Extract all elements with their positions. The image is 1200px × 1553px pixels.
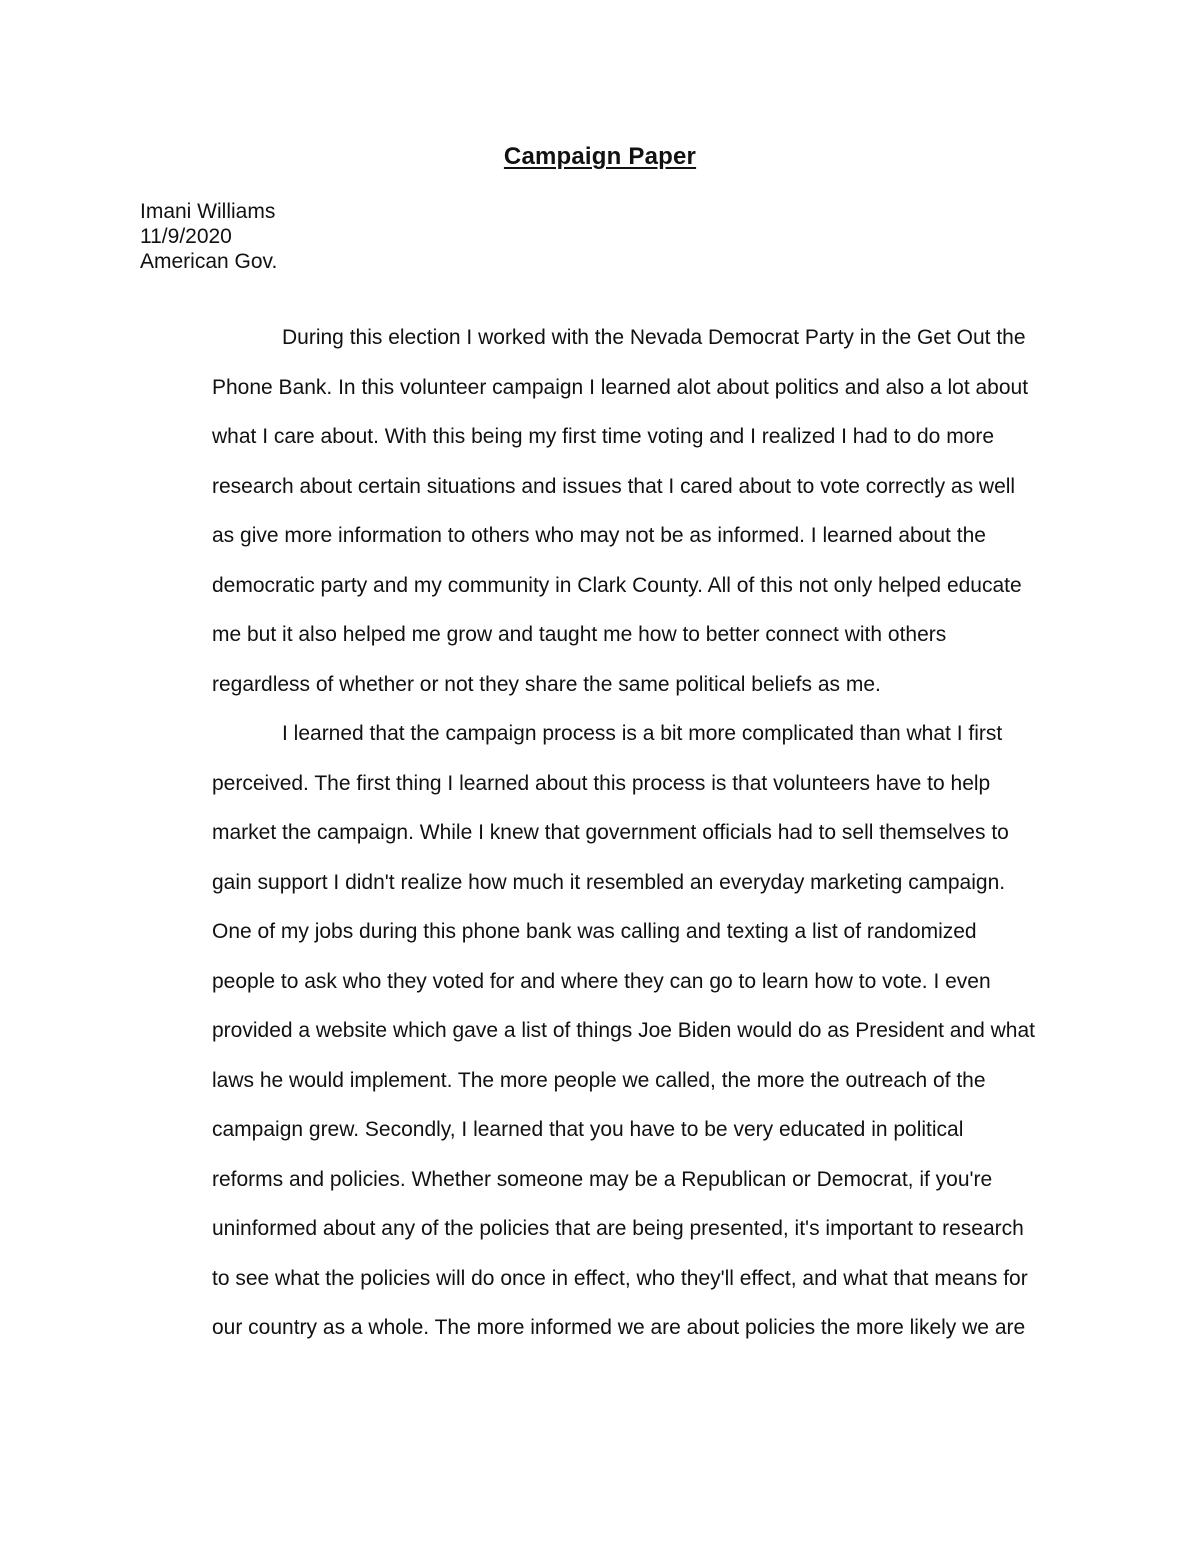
paragraph-2-line: people to ask who they voted for and where they can go to learn how to vote. I even: [212, 969, 991, 993]
document-title: Campaign Paper: [503, 143, 697, 170]
author-name: Imani Williams: [140, 200, 276, 223]
paragraph-1-line: Phone Bank. In this volunteer campaign I learned alot about politics and also a lot about: [212, 375, 1029, 399]
paragraph-1-line: democratic party and my community in Clark County. All of this not only helped educate: [212, 573, 1022, 597]
paragraph-1-line: as give more information to others who may not be as informed. I learned about the: [212, 524, 986, 547]
paragraph-1-line: research about certain situations and issues that I cared about to vote correctly as well: [212, 474, 1016, 498]
document-body: [212, 313, 1062, 1353]
paragraph-2-line: reforms and policies. Whether someone may be a Republican or Democrat, if you're: [212, 1167, 993, 1191]
header-block: [140, 199, 277, 274]
paragraph-1-line: me but it also helped me grow and taught me how to better connect with others: [212, 623, 947, 646]
paragraph-2-line: provided a website which gave a list of things Joe Biden would do as President and what: [212, 1019, 1035, 1042]
paragraph-2-line: uninformed about any of the policies that are being presented, it's important to research: [212, 1217, 1024, 1240]
paragraph-1-line: During this election I worked with the Nevada Democrat Party in the Get Out the: [282, 326, 1026, 349]
paragraph-2-line: I learned that the campaign process is a bit more complicated than what I first: [282, 722, 1003, 745]
document-date: 11/9/2020: [140, 225, 232, 248]
paragraph-2-line: to see what the policies will do once in effect, who they'll effect, and what that means for: [212, 1266, 1028, 1290]
paragraph-1-line: regardless of whether or not they share the same political beliefs as me.: [212, 672, 881, 696]
paragraph-2-line: our country as a whole. The more informed we are about policies the more likely we are: [212, 1316, 1026, 1339]
paragraph-1-line: what I care about. With this being my first time voting and I realized I had to do more: [212, 425, 995, 448]
paragraph-2-line: laws he would implement. The more people we called, the more the outreach of the: [212, 1068, 986, 1092]
paragraph-2-line: market the campaign. While I knew that government officials had to sell themselves to: [212, 821, 1009, 844]
paragraph-2-line: campaign grew. Secondly, I learned that you have to be very educated in political: [212, 1118, 964, 1141]
paragraph-2-line: gain support I didn't realize how much it resembled an everyday marketing campaign.: [212, 870, 1006, 894]
paragraph-2-line: One of my jobs during this phone bank was calling and texting a list of randomized: [212, 920, 977, 943]
course-name: American Gov.: [140, 250, 278, 273]
paragraph-2-line: perceived. The first thing I learned about this process is that volunteers have to help: [212, 771, 991, 795]
